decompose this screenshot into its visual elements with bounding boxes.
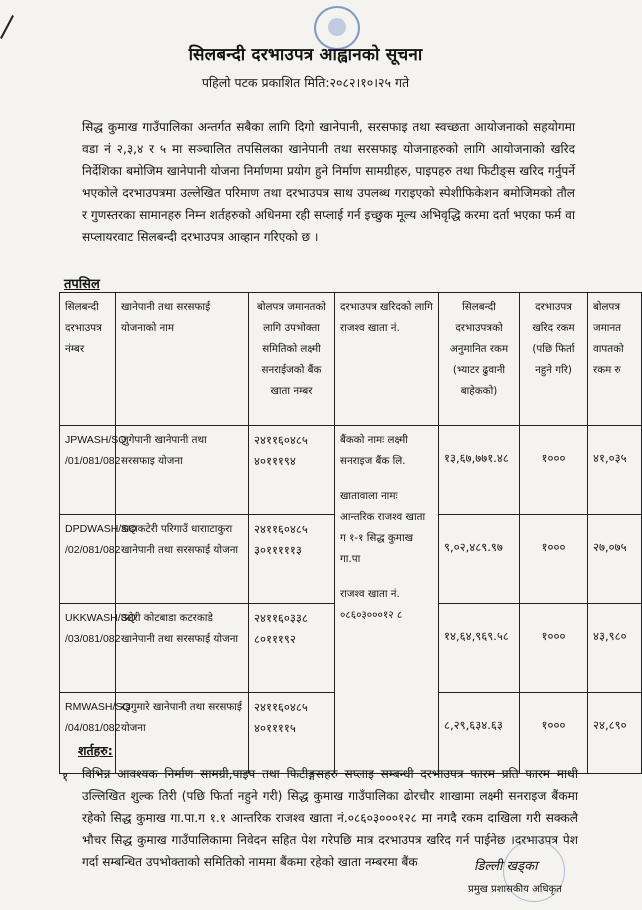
intro-paragraph: सिद्ध कुमाख गाउँपालिका अन्तर्गत सबैका लागि दिगो खानेपानी, सरसफाइ तथा स्वच्छता आयोजनाको सहयोगमा वडा नं २,३,४ र ५ मा सञ्चालित तपसिलका खानेपानी तथा सरसफाइ योजनाहरुको लागि आयोजनाको खरिद निर्देशिका बमोजिम खानेपानी योजना निर्माणमा प्रयोग हुने निर्माण सामग्रीहरु, पाइपहरु तथा फिटीङ्स खरिद गर्नुपर्ने भएकोले दरभाउपत्रमा उल्लेखित परिमाण तथा दरभाउपत्र साथ उपलब्ध गराइएको स्पेशीफिकेशन बमोजिमको तौल र गुणस्तरका सामानहरु निम्न शर्तहरुको अधिनमा रही सप्लाई गर्न इच्छुक मूल्य अभिवृद्धि करमा दर्ता भएका फर्म वा सप्लायरवाट सिलबन्दी दरभाउपत्र आव्हान गरिएको छ । bbox=[82, 120, 575, 244]
table-header-row bbox=[60, 293, 642, 426]
estimate-amount: १४,६४,९६९.५८ bbox=[439, 604, 520, 693]
condition-number: १ bbox=[62, 770, 69, 784]
bank-account: २४११६०४८५ ४०१११९४ bbox=[249, 426, 335, 515]
header-revenue-account: दरभाउपत्र खरिदको लागि राजश्व खाता नं. bbox=[335, 293, 439, 426]
security-amount: २४,८९० bbox=[588, 693, 642, 774]
revenue-account-holder: खातावाला नामः आन्तरिक राजश्व खाता ग १-१ सिद्ध कुमाख गा.पा bbox=[340, 490, 426, 565]
conditions-heading: शर्तहरु: bbox=[78, 743, 113, 758]
tender-code: UKKWASH/SQ /03/081/082 bbox=[60, 604, 116, 693]
publish-date: पहिलो पटक प्रकाशित मिति:२०८२।१०।२५ गते bbox=[201, 75, 410, 90]
security-amount: ४१,०३५ bbox=[588, 426, 642, 515]
header-project-name: खानेपानी तथा सरसफाई योजनाको नाम bbox=[116, 293, 249, 426]
header-security: बोलपत्र जमानत वापतको रकम रु bbox=[588, 293, 642, 426]
project-name: उलेरी कोटबाडा कटरकाडे खानेपानी तथा सरसफाई योजना bbox=[116, 604, 249, 693]
project-name: जुगेपानी खानेपानी तथा सरसफाइ योजना bbox=[116, 426, 249, 515]
tender-code: DPDWASH/SQ /02/081/082 bbox=[60, 515, 116, 604]
signatory-name: डिल्ली खड्का bbox=[474, 859, 538, 874]
header-purchase-fee: दरभाउपत्र खरिद रकम (पछि फिर्ता नहुने गरि) bbox=[520, 293, 588, 426]
tender-code: RMWASH/SQ /04/081/082 bbox=[60, 693, 116, 774]
revenue-bank-name: बैंकको नामः लक्ष्मी सनराइज बैंक लि. bbox=[340, 434, 408, 467]
estimate-amount: ९,०२,४८९.९७ bbox=[439, 515, 520, 604]
tender-code: JPWASH/SQ /01/081/082 bbox=[60, 426, 116, 515]
header-tender-number: सिलबन्दी दरभाउपत्र नंम्बर bbox=[60, 293, 116, 426]
purchase-fee: १००० bbox=[520, 426, 588, 515]
bank-account: २४११६०४८५ ३०१११११३ bbox=[249, 515, 335, 604]
bank-account: २४११६०३३८ ८०१११९२ bbox=[249, 604, 335, 693]
security-amount: २७,०७५ bbox=[588, 515, 642, 604]
estimate-amount: ८,२९,६३४.६३ bbox=[439, 693, 520, 774]
revenue-account-number: राजश्व खाता नं. ०८६०३०००१२ ८ bbox=[340, 588, 403, 621]
bank-account: २४११६०४८५ ४०११११५ bbox=[249, 693, 335, 774]
purchase-fee: १००० bbox=[520, 693, 588, 774]
table-row bbox=[60, 426, 642, 515]
notice-title: सिलबन्दी दरभाउपत्र आह्वानको सूचना bbox=[188, 45, 423, 65]
project-name: रडगुमारे खानेपानी तथा सरसफाई योजना bbox=[116, 693, 249, 774]
revenue-account-info bbox=[335, 426, 439, 774]
project-name: डाढाकटेरी परिगाउँ धारााटाकुरा खानेपानी तथा सरसफाई योजना bbox=[116, 515, 249, 604]
signatory-title: प्रमुख प्रशासकीय अधिकृत bbox=[468, 884, 562, 895]
pen-mark bbox=[0, 15, 14, 39]
condition-text: विभिन्न आवश्यक निर्माण सामग्री,पाइप तथा फिटीङ्गसहरु सप्लाइ सम्बन्धी दरभाउपत्र फारम प्रति फारम माथी उल्लिखित शुल्क तिरी (पछि फिर्ता नहुने गरी) सिद्ध कुमाख गाउँपालिका ढोरचौर शाखामा लक्ष्मी सनराइज बैंकमा रहेको सिद्ध कुमाख गा.पा.ग १.१ आन्तरिक राजश्व खाता नं.०८६०३०००१२८ मा नगदै रकम दाखिला गरी सक्कलै भौचर सिद्ध कुमाख गाउँपालिकामा निवेदन सहित पेश गरेपछि मात्र दरभाउपत्र खरिद गर्न पाईनेछ ।दरभाउपत्र पेश गर्दा सम्बन्धित उपभोक्ताको समितिको नाममा बैंकमा रहेको खाता नम्बरमा बैंक bbox=[82, 767, 578, 869]
purchase-fee: १००० bbox=[520, 515, 588, 604]
purchase-fee: १००० bbox=[520, 604, 588, 693]
tender-table bbox=[59, 292, 642, 774]
header-estimate: सिलबन्दी दरभाउपत्रको अनुमानित रकम (भ्याटर ढुवानी बाहेकको) bbox=[439, 293, 520, 426]
header-bank-account: बोलपत्र जमानतको लागि उपभोक्ता समितिको लक्ष्मी सनराईजको बैंक खाता नम्बर bbox=[249, 293, 335, 426]
schedule-heading: तपसिल bbox=[64, 277, 100, 292]
security-amount: ४३,९८० bbox=[588, 604, 642, 693]
estimate-amount: १३,६७,७७१.४८ bbox=[439, 426, 520, 515]
